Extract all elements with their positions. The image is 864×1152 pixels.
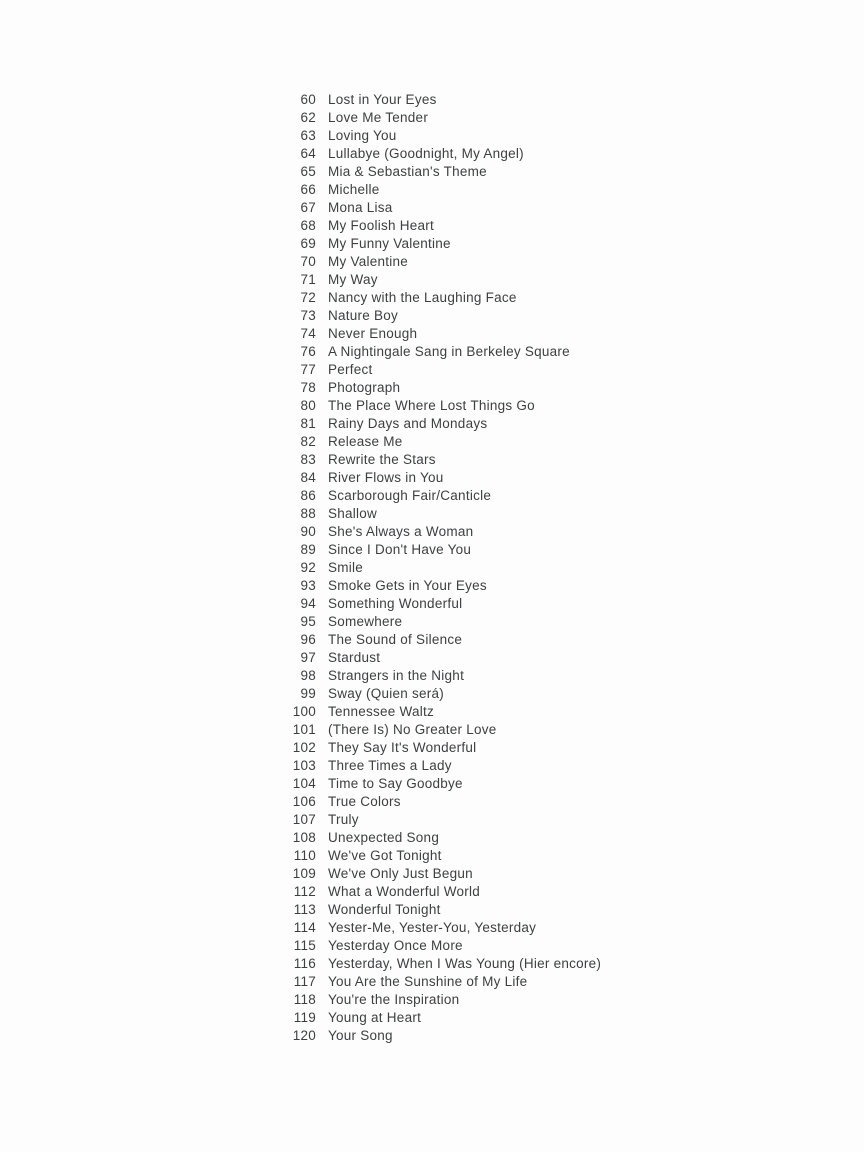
toc-song-title: Nancy with the Laughing Face bbox=[328, 290, 517, 305]
toc-song-title: Lullabye (Goodnight, My Angel) bbox=[328, 146, 524, 161]
toc-entry bbox=[292, 955, 601, 973]
toc-song-title: You're the Inspiration bbox=[328, 992, 460, 1007]
toc-page-number: 80 bbox=[300, 398, 316, 413]
toc-entry bbox=[292, 451, 601, 469]
toc-entry bbox=[292, 163, 601, 181]
toc-list bbox=[292, 91, 601, 1045]
toc-entry bbox=[292, 577, 601, 595]
toc-entry bbox=[292, 991, 601, 1009]
toc-entry bbox=[292, 109, 601, 127]
toc-entry bbox=[292, 829, 601, 847]
toc-page-number: 93 bbox=[300, 578, 316, 593]
toc-page-number: 68 bbox=[300, 218, 316, 233]
toc-page-number: 71 bbox=[300, 272, 316, 287]
toc-page-number: 119 bbox=[293, 1010, 316, 1025]
toc-entry bbox=[292, 469, 601, 487]
toc-entry bbox=[292, 793, 601, 811]
toc-page-number: 67 bbox=[300, 200, 316, 215]
toc-entry bbox=[292, 919, 601, 937]
toc-page-number: 101 bbox=[292, 722, 316, 737]
toc-song-title: Stardust bbox=[328, 650, 381, 665]
toc-song-title: We've Got Tonight bbox=[328, 848, 442, 863]
toc-page-number: 114 bbox=[293, 920, 316, 935]
toc-page-number: 97 bbox=[300, 650, 316, 665]
toc-song-title: You Are the Sunshine of My Life bbox=[328, 974, 528, 989]
toc-page-number: 60 bbox=[300, 92, 316, 107]
toc-entry bbox=[292, 721, 601, 739]
toc-page-number: 73 bbox=[300, 308, 316, 323]
toc-page-number: 90 bbox=[300, 524, 316, 539]
toc-song-title: My Funny Valentine bbox=[328, 236, 451, 251]
toc-song-title: She's Always a Woman bbox=[328, 524, 474, 539]
toc-entry bbox=[292, 847, 601, 865]
toc-song-title: Lost in Your Eyes bbox=[328, 92, 437, 107]
toc-entry bbox=[292, 865, 601, 883]
toc-entry bbox=[292, 487, 601, 505]
toc-page-number: 88 bbox=[300, 506, 316, 521]
toc-song-title: Love Me Tender bbox=[328, 110, 429, 125]
toc-entry bbox=[292, 811, 601, 829]
toc-page-number: 62 bbox=[300, 110, 316, 125]
toc-entry bbox=[292, 685, 601, 703]
toc-page-number: 108 bbox=[292, 830, 316, 845]
toc-song-title: Since I Don't Have You bbox=[328, 542, 472, 557]
toc-page-number: 95 bbox=[300, 614, 316, 629]
toc-entry bbox=[292, 307, 601, 325]
toc-song-title: Time to Say Goodbye bbox=[328, 776, 463, 791]
toc-page-number: 89 bbox=[300, 542, 316, 557]
toc-song-title: Rainy Days and Mondays bbox=[328, 416, 488, 431]
toc-entry bbox=[292, 415, 601, 433]
toc-entry bbox=[292, 667, 601, 685]
toc-page-number: 107 bbox=[292, 812, 316, 827]
toc-page-number: 70 bbox=[300, 254, 316, 269]
toc-entry bbox=[292, 145, 601, 163]
toc-entry bbox=[292, 217, 601, 235]
toc-page-number: 98 bbox=[300, 668, 316, 683]
toc-entry bbox=[292, 1027, 601, 1045]
toc-page-number: 117 bbox=[293, 974, 316, 989]
toc-page-number: 66 bbox=[300, 182, 316, 197]
toc-song-title: What a Wonderful World bbox=[328, 884, 481, 899]
toc-page-number: 109 bbox=[292, 866, 316, 881]
toc-entry bbox=[292, 937, 601, 955]
toc-song-title: Photograph bbox=[328, 380, 401, 395]
toc-entry bbox=[292, 181, 601, 199]
toc-song-title: The Sound of Silence bbox=[328, 632, 463, 647]
toc-song-title: Smoke Gets in Your Eyes bbox=[328, 578, 487, 593]
toc-song-title: Yester-Me, Yester-You, Yesterday bbox=[328, 920, 537, 935]
toc-page-number: 113 bbox=[293, 902, 316, 917]
toc-entry bbox=[292, 595, 601, 613]
toc-page-number: 65 bbox=[300, 164, 316, 179]
toc-page-number: 81 bbox=[300, 416, 316, 431]
toc-song-title: Something Wonderful bbox=[328, 596, 463, 611]
toc-entry bbox=[292, 739, 601, 757]
toc-page-number: 110 bbox=[293, 848, 316, 863]
toc-page-number: 96 bbox=[300, 632, 316, 647]
toc-song-title: Smile bbox=[328, 560, 364, 575]
toc-entry bbox=[292, 1009, 601, 1027]
toc-entry bbox=[292, 127, 601, 145]
toc-song-title: Yesterday Once More bbox=[328, 938, 463, 953]
toc-entry bbox=[292, 559, 601, 577]
toc-page-number: 77 bbox=[300, 362, 316, 377]
toc-page-number: 112 bbox=[293, 884, 316, 899]
toc-song-title: Young at Heart bbox=[328, 1010, 422, 1025]
toc-song-title: My Valentine bbox=[328, 254, 409, 269]
toc-entry bbox=[292, 649, 601, 667]
toc-entry bbox=[292, 235, 601, 253]
toc-song-title: Mona Lisa bbox=[328, 200, 393, 215]
toc-song-title: Nature Boy bbox=[328, 308, 399, 323]
toc-song-title: Shallow bbox=[328, 506, 378, 521]
toc-song-title: My Way bbox=[328, 272, 378, 287]
toc-entry bbox=[292, 271, 601, 289]
toc-page-number: 74 bbox=[300, 326, 316, 341]
toc-entry bbox=[292, 253, 601, 271]
toc-song-title: Three Times a Lady bbox=[328, 758, 452, 773]
toc-page-number: 104 bbox=[292, 776, 316, 791]
toc-entry bbox=[292, 397, 601, 415]
toc-song-title: Unexpected Song bbox=[328, 830, 440, 845]
toc-song-title: True Colors bbox=[328, 794, 401, 809]
toc-page-number: 94 bbox=[300, 596, 316, 611]
toc-song-title: My Foolish Heart bbox=[328, 218, 435, 233]
toc-page-number: 92 bbox=[300, 560, 316, 575]
toc-entry bbox=[292, 523, 601, 541]
toc-song-title: Yesterday, When I Was Young (Hier encore) bbox=[328, 956, 602, 971]
toc-entry bbox=[292, 973, 601, 991]
toc-page-number: 76 bbox=[300, 344, 316, 359]
toc-song-title: We've Only Just Begun bbox=[328, 866, 473, 881]
toc-song-title: Michelle bbox=[328, 182, 380, 197]
toc-entry bbox=[292, 775, 601, 793]
toc-page-number: 84 bbox=[300, 470, 316, 485]
toc-song-title: Your Song bbox=[328, 1028, 393, 1043]
toc-song-title: River Flows in You bbox=[328, 470, 444, 485]
toc-entry bbox=[292, 505, 601, 523]
toc-entry bbox=[292, 325, 601, 343]
toc-entry bbox=[292, 91, 601, 109]
toc-page-number: 72 bbox=[300, 290, 316, 305]
toc-song-title: Wonderful Tonight bbox=[328, 902, 441, 917]
toc-page-number: 118 bbox=[293, 992, 316, 1007]
toc-song-title: (There Is) No Greater Love bbox=[328, 722, 497, 737]
toc-page-number: 63 bbox=[300, 128, 316, 143]
toc-entry bbox=[292, 541, 601, 559]
toc-page-number: 120 bbox=[292, 1028, 316, 1043]
toc-song-title: Scarborough Fair/Canticle bbox=[328, 488, 492, 503]
toc-entry bbox=[292, 883, 601, 901]
toc-entry bbox=[292, 343, 601, 361]
toc-page-number: 115 bbox=[293, 938, 316, 953]
toc-entry bbox=[292, 631, 601, 649]
toc-song-title: Rewrite the Stars bbox=[328, 452, 436, 467]
toc-entry bbox=[292, 199, 601, 217]
toc-song-title: Somewhere bbox=[328, 614, 403, 629]
toc-page-number: 83 bbox=[300, 452, 316, 467]
toc-entry bbox=[292, 613, 601, 631]
toc-entry bbox=[292, 901, 601, 919]
toc-song-title: Strangers in the Night bbox=[328, 668, 465, 683]
toc-entry bbox=[292, 289, 601, 307]
toc-page-number: 64 bbox=[300, 146, 316, 161]
toc-page-number: 103 bbox=[292, 758, 316, 773]
toc-song-title: Loving You bbox=[328, 128, 397, 143]
toc-song-title: A Nightingale Sang in Berkeley Square bbox=[328, 344, 570, 359]
toc-page-number: 100 bbox=[292, 704, 316, 719]
toc-entry bbox=[292, 703, 601, 721]
toc-entry bbox=[292, 433, 601, 451]
toc-song-title: They Say It's Wonderful bbox=[328, 740, 477, 755]
toc-song-title: Release Me bbox=[328, 434, 403, 449]
toc-page-number: 69 bbox=[300, 236, 316, 251]
toc-song-title: Perfect bbox=[328, 362, 373, 377]
toc-page-number: 82 bbox=[300, 434, 316, 449]
toc-song-title: Truly bbox=[328, 812, 359, 827]
toc-page-number: 102 bbox=[292, 740, 316, 755]
toc-song-title: Sway (Quien será) bbox=[328, 686, 445, 701]
toc-song-title: The Place Where Lost Things Go bbox=[328, 398, 535, 413]
toc-page-number: 78 bbox=[300, 380, 316, 395]
toc-entry bbox=[292, 757, 601, 775]
toc-page-number: 116 bbox=[293, 956, 316, 971]
toc-song-title: Never Enough bbox=[328, 326, 418, 341]
toc-page-number: 86 bbox=[300, 488, 316, 503]
toc-entry bbox=[292, 361, 601, 379]
toc-page-number: 106 bbox=[292, 794, 316, 809]
toc-page-number: 99 bbox=[300, 686, 316, 701]
toc-entry bbox=[292, 379, 601, 397]
toc-song-title: Mia & Sebastian's Theme bbox=[328, 164, 487, 179]
toc-song-title: Tennessee Waltz bbox=[328, 704, 435, 719]
